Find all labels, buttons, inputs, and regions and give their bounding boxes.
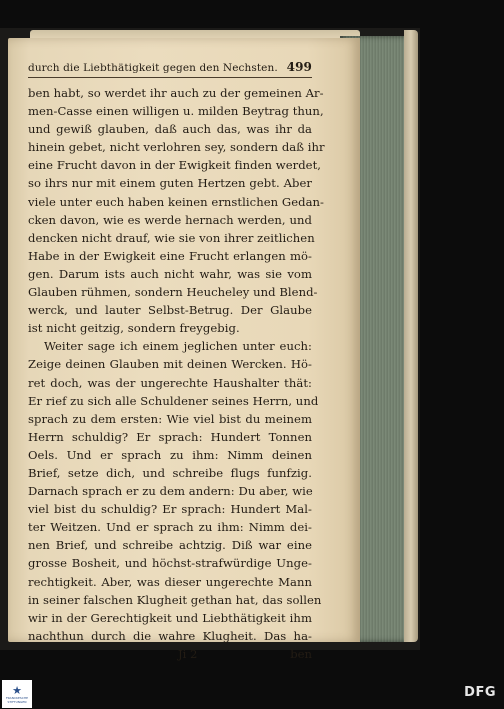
page-text-block <box>28 60 325 663</box>
dfg-logo: DFG <box>464 685 496 700</box>
library-logo-text: FRANCKESCHE STIFTUNGEN <box>5 695 29 704</box>
running-head <box>28 60 312 78</box>
text-line: werck, und lauter Selbst-Betrug. Der Glaube <box>28 303 312 318</box>
text-line: rechtigkeit. Aber, was dieser ungerechte Mann <box>28 574 312 589</box>
text-line: sprach zu dem ersten: Wie viel bist du meinem <box>28 411 312 426</box>
text-line: ret doch, was der ungerechte Haushalter thät: <box>28 375 312 390</box>
page-footer <box>28 645 312 663</box>
text-line: Oels. Und er sprach zu ihm: Nimm deinen <box>28 447 312 462</box>
text-line: Habe in der Ewigkeit eine Frucht erlangen mö- <box>28 248 312 263</box>
text-line: dencken nicht drauf, wie sie von ihrer zeitlichen <box>28 230 315 245</box>
text-line: und gewiß glauben, daß auch das, was ihr da <box>28 122 312 137</box>
text-line: ist nicht geitzig, sondern freygebig. <box>28 321 240 336</box>
text-line: Er rief zu sich alle Schuldener seines Herrn, und <box>28 393 319 408</box>
catchword: ben <box>290 646 312 661</box>
book-cover-edge <box>404 30 418 642</box>
text-line: grosse Bosheit, und höchst-strafwürdige Unge- <box>28 556 312 571</box>
signature-mark: Ji 2 <box>178 646 198 661</box>
text-line: Darnach sprach er zu dem andern: Du aber, wie <box>28 484 313 499</box>
text-line: nen Brief, und schreibe achtzig. Diß war eine <box>28 538 312 553</box>
text-lines <box>28 84 325 645</box>
text-line: Glauben rühmen, sondern Heucheley und Blend- <box>28 285 318 300</box>
text-line: Zeige deinen Glauben mit deinen Wercken. Hö- <box>28 357 312 372</box>
text-line: viele unter euch haben keinen ernstlichen Gedan- <box>28 194 325 209</box>
text-line: gen. Darum ists auch nicht wahr, was sie vom <box>28 266 312 281</box>
text-line: ter Weitzen. Und er sprach zu ihm: Nimm dei- <box>28 520 312 535</box>
text-line: cken davon, wie es werde hernach werden, und <box>28 212 312 227</box>
text-line: so ihrs nur mit einem guten Hertzen gebt. Aber <box>28 176 312 191</box>
text-line: ben habt, so werdet ihr auch zu der gemeinen Ar- <box>28 86 324 100</box>
text-line: nachthun durch die wahre Klugheit. Das ha- <box>28 628 312 643</box>
text-line: viel bist du schuldig? Er sprach: Hundert Mal- <box>28 502 312 517</box>
library-seal-icon: ★ FRANCKESCHE STIFTUNGEN <box>2 680 32 708</box>
page-number: 499 <box>286 60 312 74</box>
text-line: men-Casse einen willigen u. milden Beytrag thun, <box>28 104 324 119</box>
text-line: Brief, setze dich, und schreibe flugs funfzig. <box>28 465 312 480</box>
text-line: Herrn schuldig? Er sprach: Hundert Tonnen <box>28 429 312 444</box>
text-line: in seiner falschen Klugheit gethan hat, das sollen <box>28 592 322 607</box>
text-line: Weiter sage ich einem jeglichen unter euch: <box>44 339 312 354</box>
viewer-bottom-bar <box>0 679 504 709</box>
text-line: hinein gebet, nicht verlohren sey, sondern daß ihr <box>28 140 325 155</box>
running-head-title: durch die Liebthätigkeit gegen den Nechsten. <box>28 62 278 74</box>
text-line: wir in der Gerechtigkeit und Liebthätigkeit ihm <box>28 610 312 625</box>
text-line: eine Frucht davon in der Ewigkeit finden werdet, <box>28 158 322 173</box>
